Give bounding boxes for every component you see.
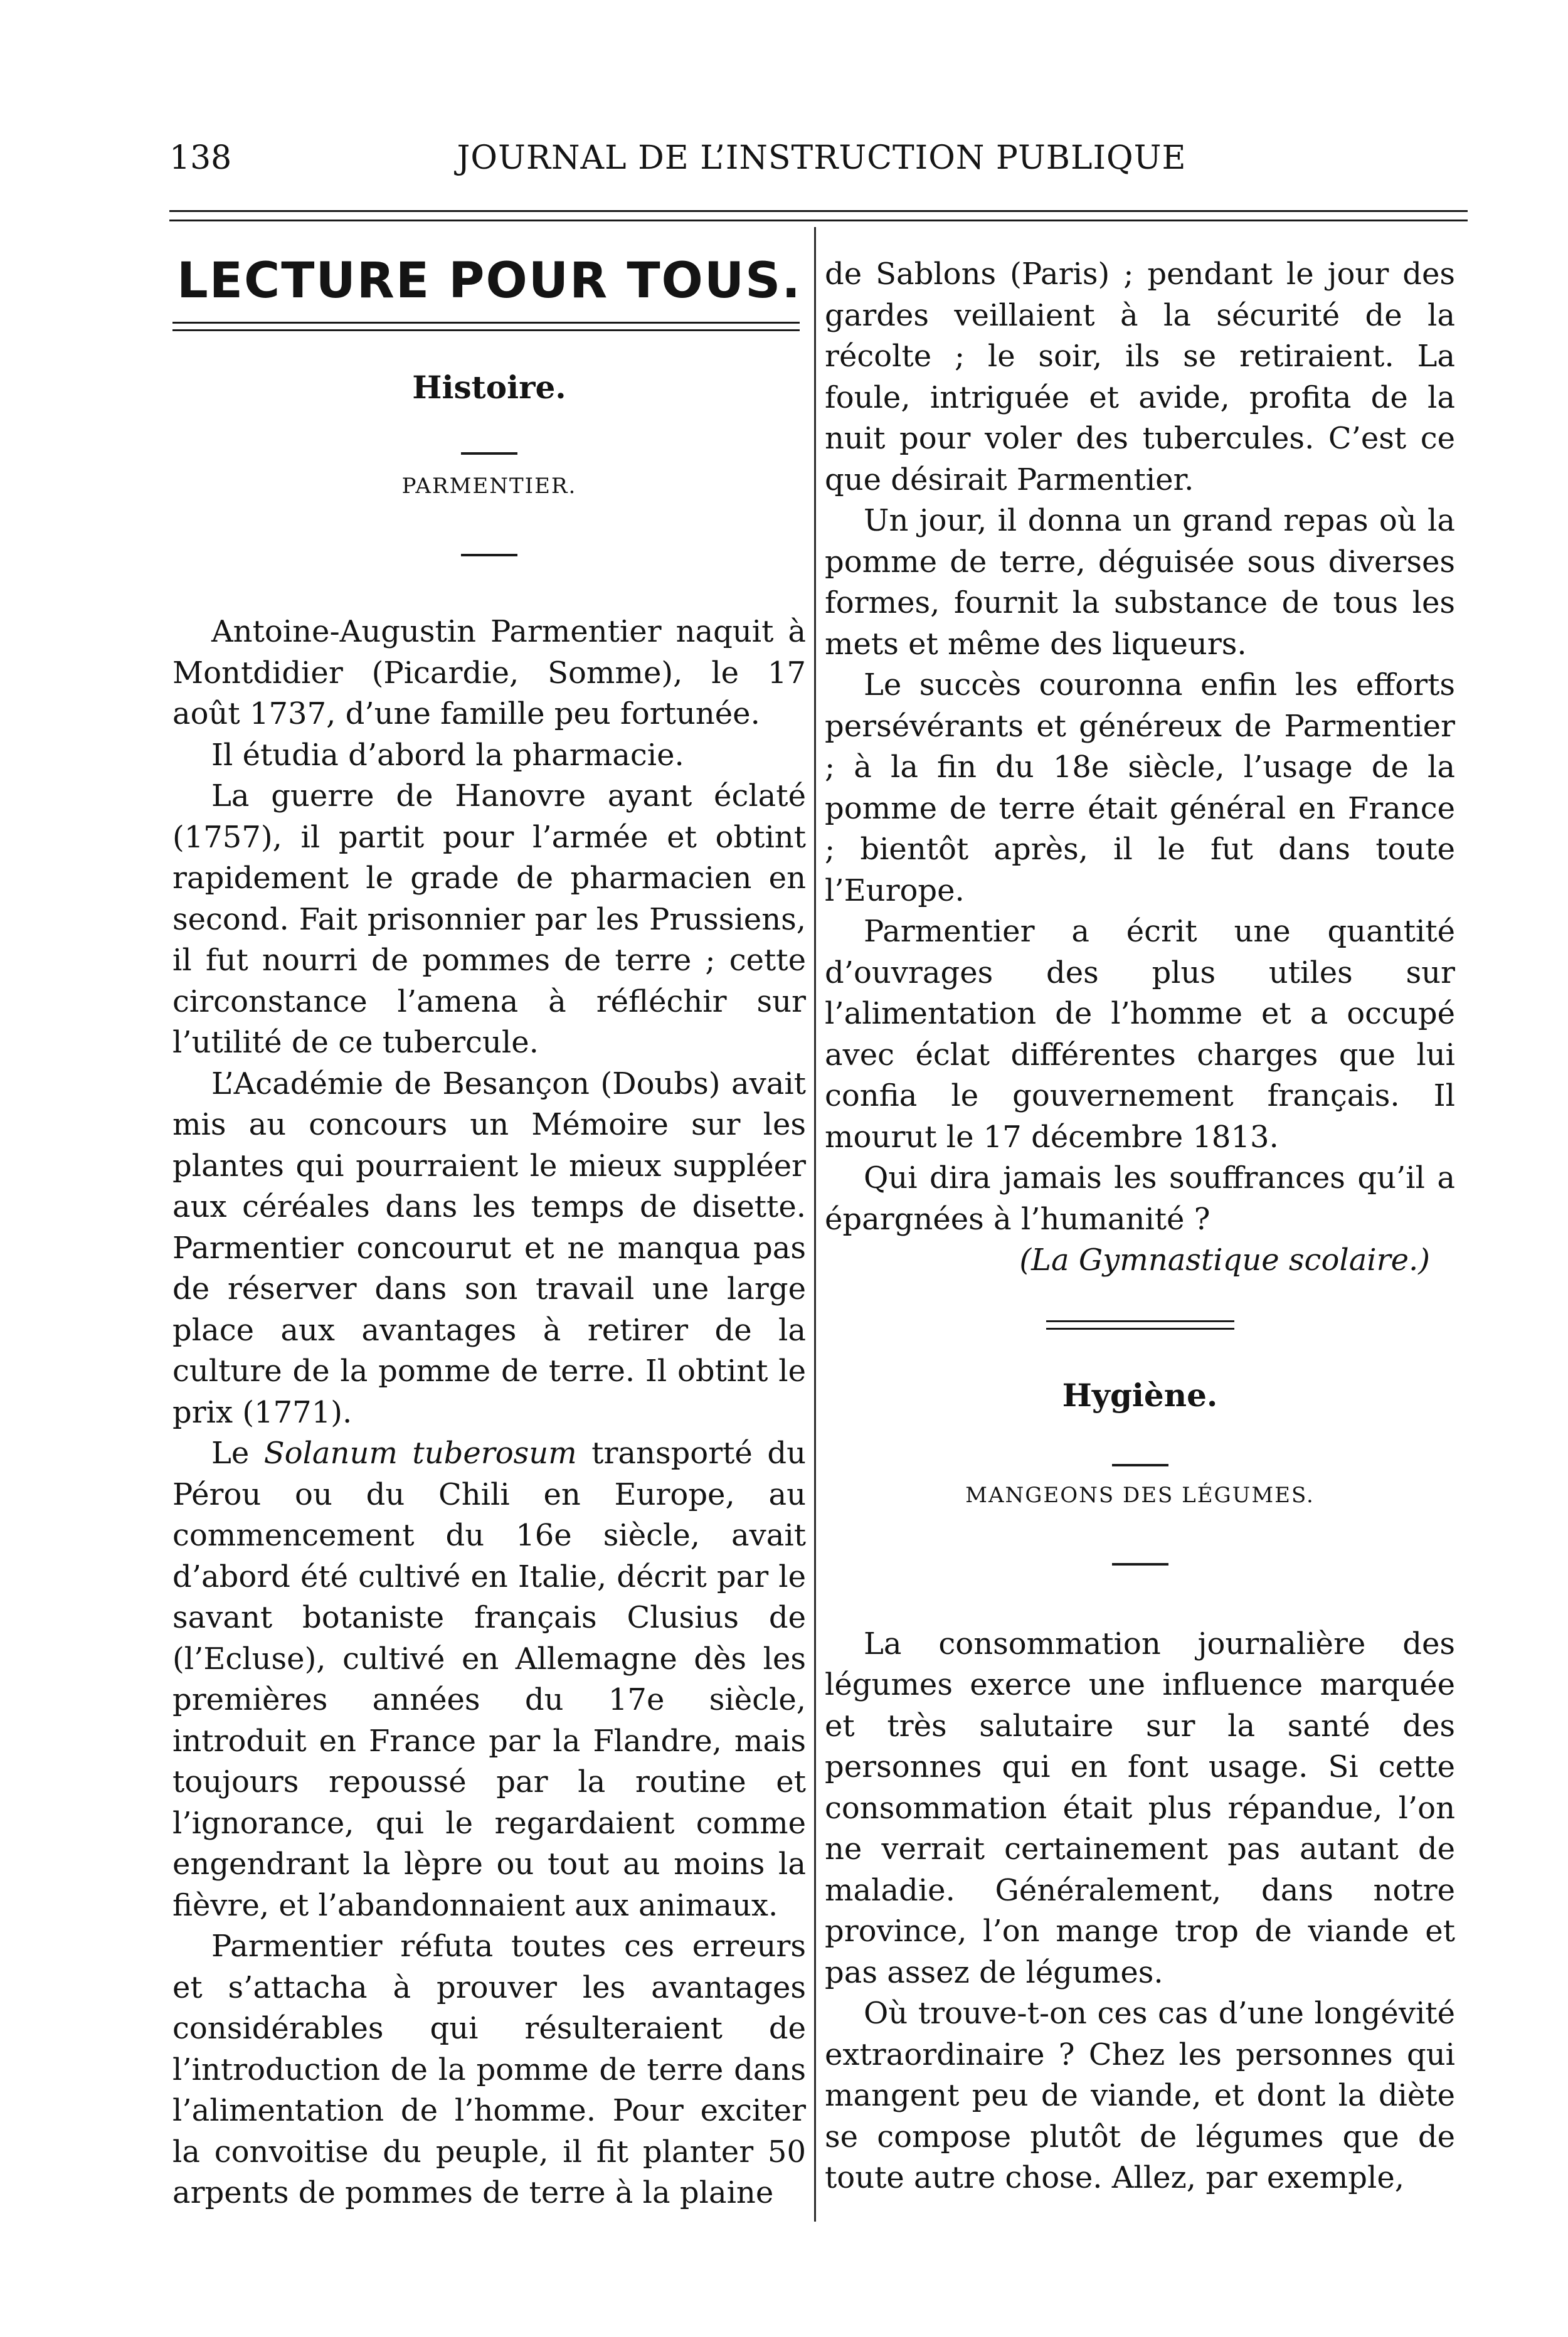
paragraph: Parmentier a écrit une quantité d’ouvrages des plus utiles sur l’alimentation de l’homme et a occupé avec éclat différentes charges que lui confia le gouvernement français. Il mourut le 17 décembre 1813.: [825, 914, 1455, 1155]
article-title: MANGEONS DES LÉGUMES.: [965, 1482, 1315, 1508]
page-number: 138: [169, 139, 232, 177]
paragraph: de Sablons (Paris) ; pendant le jour des gardes veillaient à la sécurité de la récolte ; le soir, ils se retiraient. La foule, intriguée et avide, profita de la nuit pour voler des tubercules. C’est ce que désirait Parmentier.: [825, 257, 1455, 497]
left-body: [172, 612, 806, 2214]
right-column: [825, 254, 1455, 2199]
right-body: [825, 1624, 1455, 2199]
paragraph: Il étudia d’abord la pharmacie.: [211, 737, 684, 773]
section-title: LECTURE POUR TOUS.: [177, 253, 802, 309]
source-citation: (La Gymnastique scolaire.): [1019, 1243, 1430, 1278]
double-rule-wrap: [825, 1281, 1455, 1350]
text-run: Le: [211, 1436, 264, 1471]
paragraph: Qui dira jamais les souffrances qu’il a épargnées à l’humanité ?: [825, 1160, 1455, 1237]
paragraph: Antoine-Augustin Parmentier naquit à Montdidier (Picardie, Somme), le 17 août 1737, d’une famille peu fortunée.: [172, 614, 806, 731]
hygiene-subhead: Hygiène.: [1062, 1376, 1218, 1414]
separator-rule-1: [1046, 1320, 1234, 1322]
header-rule-top: [169, 210, 1468, 212]
separator-dash: [1112, 1464, 1168, 1466]
left-column: [172, 248, 806, 2214]
paragraph: Parmentier réfuta toutes ces erreurs et s’attacha à prouver les avantages considérables qui résulteraient de l’introduction de la pomme de terre dans l’alimentation de l’homme. Pour exciter la convoitise du peuple, il fit planter 50 arpents de pommes de terre à la plaine: [172, 1929, 806, 2210]
dash-wrap-2: [172, 499, 806, 574]
paragraph: Un jour, il donna un grand repas où la pomme de terre, déguisée sous diverses formes, fournit la substance de tous les mets et même des liqueurs.: [825, 503, 1455, 662]
paragraph: La guerre de Hanovre ayant éclaté (1757), il partit pour l’armée et obtint rapidement le grade de pharmacien en second. Fait prisonnier par les Prussiens, il fut nourri de pommes de terre ; cette circonstance l’amena à réfléchir sur l’utilité de ce tubercule.: [172, 778, 806, 1060]
section-rule-1: [172, 322, 800, 324]
separator-dash: [1112, 1563, 1168, 1566]
separator-dash: [461, 554, 517, 556]
journal-title: JOURNAL DE L’INSTRUCTION PUBLIQUE: [457, 139, 1187, 177]
species-name: Solanum tuberosum: [263, 1436, 577, 1471]
dash-wrap-4: [825, 1508, 1455, 1577]
article-title: PARMENTIER.: [401, 474, 577, 499]
header-rule-bottom: [169, 220, 1468, 221]
column-divider: [814, 227, 816, 2222]
running-header: [169, 139, 1474, 189]
paragraph: L’Académie de Besançon (Doubs) avait mis au concours un Mémoire sur les plantes qui pourraient le mieux suppléer aux céréales dans les temps de disette. Parmentier concourut et ne manqua pas de réserver dans son travail une large place aux avantages à retirer de la culture de la pomme de terre. Il obtint le prix (1771).: [172, 1066, 806, 1430]
separator-dash: [461, 452, 517, 455]
section-rule-2: [172, 329, 800, 331]
paragraph: Le succès couronna enfin les efforts persévérants et généreux de Parmentier ; à la fin du 18e siècle, l’usage de la pomme de terre était général en France ; bientôt après, il le fut dans toute l’Europe.: [825, 667, 1455, 908]
separator-rule-2: [1046, 1328, 1234, 1330]
paragraph: La consommation journalière des légumes exerce une influence marquée et très salutaire sur la santé des personnes qui en font usage. Si cette consommation était plus répandue, l’on ne verrait certainement pas autant de maladie. Généralement, dans notre province, l’on mange trop de viande et pas assez de légumes.: [825, 1626, 1455, 1990]
dash-wrap-3: [825, 1414, 1455, 1470]
text-run: transporté du Pérou ou du Chili en Europe, au commencement du 16e siècle, avait d’abord été cultivé en Italie, décrit par le savant botaniste français Clusius de (l’Ecluse), cultivé en Allemagne dès les premières années du 17e siècle, introduit en France par la Flandre, mais toujours repoussé par la routine et l’ignorance, qui le regardaient comme engendrant la lèpre ou tout au moins la fièvre, et l’abandonnaient aux animaux.: [172, 1436, 806, 1923]
history-subhead: Histoire.: [412, 369, 566, 406]
dash-wrap-1: [172, 406, 806, 456]
paragraph-solanum: [172, 1433, 806, 1926]
paragraph: Où trouve-t-on ces cas d’une longévité extraordinaire ? Chez les personnes qui mangent peu de viande, et dont la diète se compose plutôt de légumes que de toute autre chose. Allez, par exemple,: [825, 1996, 1455, 2195]
